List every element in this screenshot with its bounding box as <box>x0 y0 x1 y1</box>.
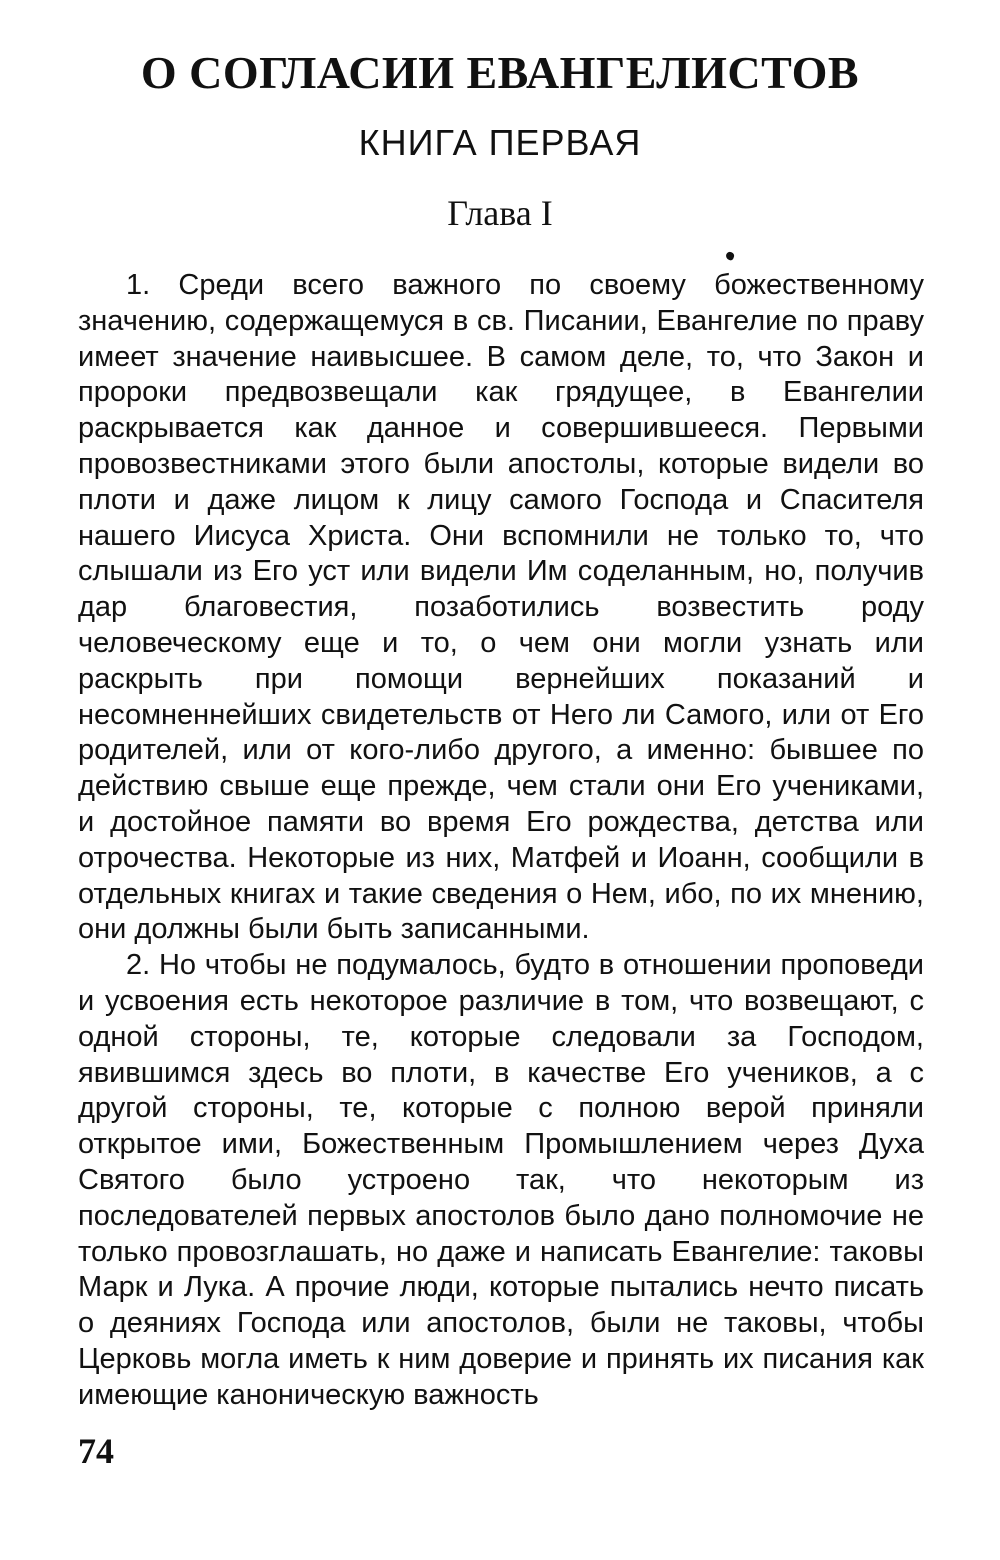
page-title: О СОГЛАСИИ ЕВАНГЕЛИСТОВ <box>140 47 860 98</box>
paragraph-2: 2. Но чтобы не подумалось, будто в отношении проповеди и усвоения есть некоторое различие в том, что возвещают, с одной стороны, те, которые следовали за Господом, явившимся здесь во плоти, в качестве Его учеников, а с другой стороны, те, которые с полною верой приняли открытое ими, Божественным Промышлением через Духа Святого было устроено так, что некоторым из последователей первых апостолов было дано полномочие не только провозглашать, но даже и написать Евангелие: таковы Марк и Лука. А прочие люди, которые пытались нечто писать о деяниях Господа или апостолов, были не таковы, чтобы Церковь могла иметь к ним доверие и принять их писания как имеющие каноническую важность <box>78 949 924 1411</box>
chapter-heading: Глава I <box>447 193 553 233</box>
ink-dot-mark <box>725 251 735 261</box>
paragraph-1: 1. Среди всего важного по своему божественному значению, содержащемуся в св. Писании, Евангелие по праву имеет значение наивысшее. В самом деле, то, что Закон и пророки предвозвещали как грядущее, в Евангелии раскрывается как данное и совершившееся. Первыми провозвестниками этого были апостолы, которые видели во плоти и даже лицом к лицу самого Господа и Спасителя нашего Иисуса Христа. Они вспомнили не только то, что слышали из Его уст или видели Им соделанным, но, получив дар благовестия, позаботились возвестить роду человеческому еще и то, о чем они могли узнать или раскрыть при помощи вернейших показаний и несомненнейших свидетельств от Него ли Самого, или от Его родителей, или от кого-либо другого, а именно: бывшее по действию свыше еще прежде, чем стали они Его учениками, и достойное памяти во время Его рождества, детства или отрочества. Некоторые из них, Матфей и Иоанн, сообщили в отдельных книгах и такие сведения о Нем, ибо, по их мнению, они должны были быть записанными. <box>78 269 924 946</box>
book-heading: КНИГА ПЕРВАЯ <box>358 122 642 163</box>
page-number: 74 <box>78 1431 114 1471</box>
body-text <box>78 268 924 1414</box>
